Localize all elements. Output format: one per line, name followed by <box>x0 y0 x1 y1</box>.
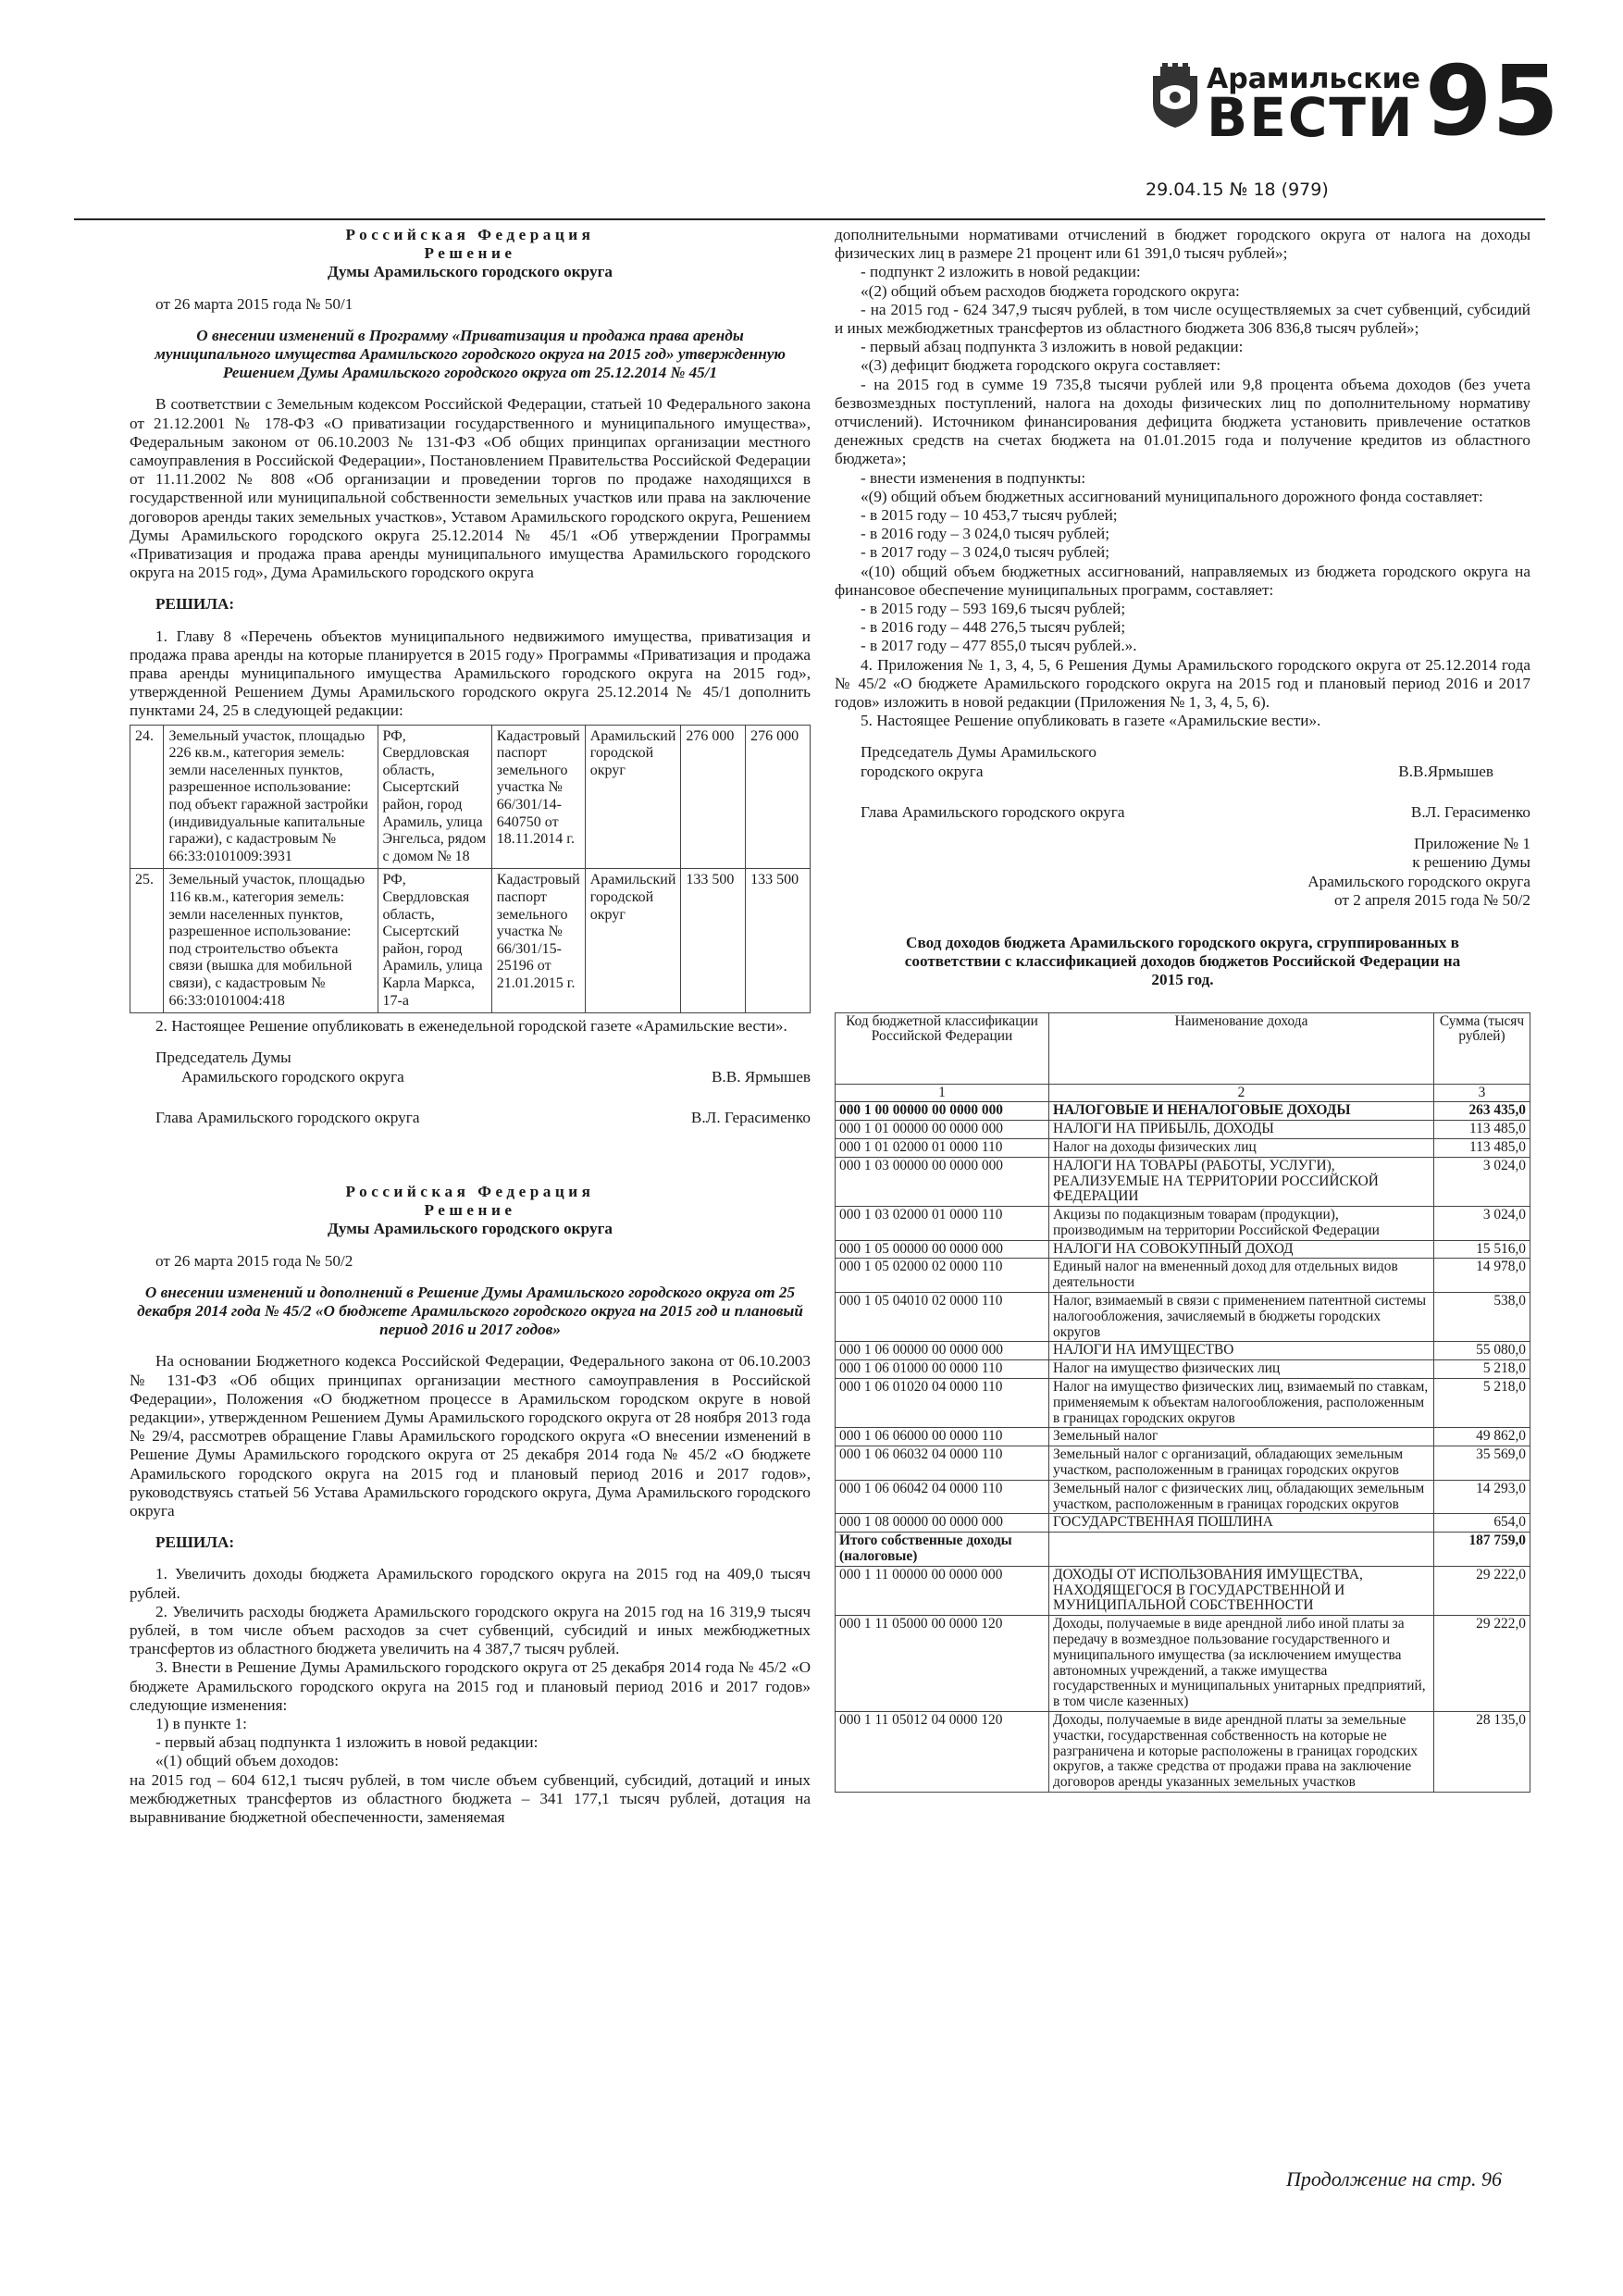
appendix-label: к решению Думы <box>1412 853 1530 872</box>
table-colnum: 2 <box>1049 1084 1434 1102</box>
revenue-sum: 14 978,0 <box>1434 1259 1530 1293</box>
table-row <box>836 1566 1530 1615</box>
right-text-line: - первый абзац подпункта 3 изложить в новой редакции: <box>861 338 1244 356</box>
table-row <box>836 1157 1530 1206</box>
right-text-line: - на 2015 год в сумме 19 735,8 тысячи рублей или 9,8 процента объема доходов (без учета безвозмездных поступлений, налога на доходы физических лиц по дополнительному нормативу отчислений). Источником финансирования дефицита бюджета установить привлечение остатков денежных средств на счетах бюджета на 01.01.2015 года и получение кредитов из областного бюджета»; <box>835 375 1530 468</box>
right-text-line: - на 2015 год - 624 347,9 тысяч рублей, в том числе осуществляемых за счет субвенций, субсидий и иных межбюджетных трансфертов из областного бюджета 306 836,8 тысяч рублей»; <box>835 300 1530 338</box>
revenue-name: Акцизы по подакцизным товарам (продукции), производимым на территории Российской Федерации <box>1049 1207 1434 1241</box>
table-row <box>836 1207 1530 1241</box>
decision1-preamble: В соответствии с Земельным кодексом Российской Федерации, статьей 10 Федерального закона от 21.12.2001 № 178-ФЗ «О приватизации государственного и муниципального имущества», Федеральным законом от 06.10.2003 № 131-ФЗ «Об общих принципах организации местного самоуправления в Российской Федерации», Постановлением Правительства Российской Федерации от 11.11.2002 № 808 «Об организации и проведении торгов по продаже находящихся в государственной или муниципальной собственности земельных участков или права на заключение договоров аренды таких земельных участков», Уставом Арамильского городского округа, Решением Думы Арамильского городского округа 25.12.2014 № 45/1 «Об утверждении Программы «Приватизация и продажа права аренды муниципального имущества Арамильского городского округа на 2015 год», Дума Арамильского городского округа <box>130 395 811 582</box>
object-address: РФ, Свердловская область, Сысертский район, город Арамиль, улица Энгельса, рядом с домом № 18 <box>378 725 491 869</box>
table-row <box>836 1533 1530 1567</box>
decision1-sig2-name: В.Л. Герасименко <box>690 1108 811 1126</box>
right-text-line: - в 2017 году – 477 855,0 тысяч рублей.». <box>861 637 1137 655</box>
table-row <box>836 1379 1530 1428</box>
budget-code: 000 1 00 00000 00 0000 000 <box>836 1102 1049 1121</box>
revenue-table-body <box>836 1102 1530 1793</box>
budget-code: 000 1 01 02000 01 0000 110 <box>836 1138 1049 1157</box>
right-text-line: «(2) общий объем расходов бюджета городского округа: <box>861 281 1240 300</box>
decision2-heading-body: Думы Арамильского городского округа <box>328 1220 613 1238</box>
appendix-label: Арамильского городского округа <box>1307 872 1530 890</box>
decision1-sig2-row <box>130 1109 811 1127</box>
revenue-sum: 5 218,0 <box>1434 1360 1530 1379</box>
decision1-sig1-org: Арамильского городского округа <box>181 1067 404 1086</box>
right-text-line: - внести изменения в подпункты: <box>861 468 1086 487</box>
revenue-sum: 538,0 <box>1434 1293 1530 1342</box>
object-address: РФ, Свердловская область, Сысертский район, город Арамиль, улица Карла Маркса, 17-а <box>378 869 491 1013</box>
decision2-item3-3: «(1) общий объем доходов: <box>155 1752 339 1770</box>
object-desc: Земельный участок, площадью 226 кв.м., категория земель: земли населенных пунктов, разрешенное использование: под объект гаражной застройки (индивидуальные капитальные гаражи), с кадастровым № 66:33:0101009:3931 <box>164 725 378 869</box>
revenue-name: Земельный налог с физических лиц, обладающих земельным участком, расположенным в границах городских округов <box>1049 1480 1434 1514</box>
coat-of-arms-icon <box>1147 63 1203 130</box>
table-row <box>836 1259 1530 1293</box>
right-text-line: - в 2016 году – 448 276,5 тысяч рублей; <box>861 618 1126 637</box>
decision1-heading-type: Решение <box>424 244 516 263</box>
budget-code: 000 1 05 00000 00 0000 000 <box>836 1240 1049 1259</box>
budget-code: Итого собственные доходы (налоговые) <box>836 1533 1049 1567</box>
budget-code: 000 1 06 06000 00 0000 110 <box>836 1428 1049 1446</box>
table-row <box>836 1446 1530 1481</box>
budget-code: 000 1 06 00000 00 0000 000 <box>836 1342 1049 1360</box>
table-row <box>836 1293 1530 1342</box>
revenue-name: Налог на имущество физических лиц, взимаемый по ставкам, применяемым к объектам налогообложения, расположенным в границах городских округов <box>1049 1379 1434 1428</box>
decision2-preamble: На основании Бюджетного кодекса Российской Федерации, Федерального закона от 06.10.2003 № 131-ФЗ «Об общих принципах организации местного самоуправления в Российской Федерации», Положения «О бюджетном процессе в Арамильском городском округе в новой редакции», утвержденном Решением Думы Арамильского городского округа от 28 ноября 2013 года № 29/4, рассмотрев обращение Главы Арамильского городского округа «О внесении изменений в Решение Думы Арамильского городского округа от 25 декабря 2014 года № 45/2 «О бюджете Арамильского городского округа на 2015 год и плановый период 2016 и 2017 годов», руководствуясь статьей 56 Устава Арамильского городского округа, Дума Арамильского городского округа <box>130 1352 811 1520</box>
decision1-sig1-title: Председатель Думы <box>155 1049 291 1067</box>
table-row <box>836 1360 1530 1379</box>
table-header: Код бюджетной классификации Российской Федерации <box>836 1012 1049 1084</box>
table-row <box>836 1480 1530 1514</box>
decision2-resolved: РЕШИЛА: <box>155 1533 235 1552</box>
revenue-sum: 14 293,0 <box>1434 1480 1530 1514</box>
revenue-name: Налог на имущество физических лиц <box>1049 1360 1434 1379</box>
right-column <box>835 226 1530 1793</box>
issue-info: 29.04.15 № 18 (979) <box>1146 180 1329 200</box>
right-text-line: «(9) общий объем бюджетных ассигнований муниципального дорожного фонда составляет: <box>861 487 1483 505</box>
revenue-sum: 55 080,0 <box>1434 1342 1530 1360</box>
table-row <box>836 1102 1530 1121</box>
table-row <box>836 1712 1530 1793</box>
table-header-row <box>836 1012 1530 1084</box>
revenue-table-title: Свод доходов бюджета Арамильского городского округа, сгруппированных в соответствии с классификацией доходов бюджетов Российской Федерации на 2015 год. <box>904 933 1461 989</box>
page-number: 95 <box>1425 44 1559 157</box>
right-text-line: дополнительными нормативами отчислений в бюджет городского округа от налога на доходы физических лиц в размере 21 процент или 61 391,0 тысяч рублей»; <box>835 226 1530 263</box>
decision2-heading-type: Решение <box>424 1201 516 1220</box>
decision2-item3-2: - первый абзац подпункта 1 изложить в новой редакции: <box>155 1733 539 1752</box>
revenue-name <box>1049 1533 1434 1567</box>
budget-code: 000 1 06 01000 00 0000 110 <box>836 1360 1049 1379</box>
decision2-item2: 2. Увеличить расходы бюджета Арамильского городского округа на 2015 год на 16 319,9 тысяч рублей, в том числе объем расходов за счет субвенций, субсидий и иных межбюджетных трансфертов из областного бюджета увеличить на 4 387,7 тысяч рублей. <box>130 1602 811 1658</box>
decision2-sig1-name: В.В.Ярмышев <box>1398 762 1493 780</box>
decision2-date: от 26 марта 2015 года № 50/2 <box>155 1251 353 1270</box>
table-row <box>836 1342 1530 1360</box>
budget-code: 000 1 06 06042 04 0000 110 <box>836 1480 1049 1514</box>
decision1-sig1-name: В.В. Ярмышев <box>711 1067 811 1086</box>
revenue-name: НАЛОГОВЫЕ И НЕНАЛОГОВЫЕ ДОХОДЫ <box>1049 1102 1434 1121</box>
decision2-sig1-org: городского округа <box>861 762 984 780</box>
decision2-sig2-title: Глава Арамильского городского округа <box>861 802 1125 821</box>
budget-code: 000 1 11 05000 00 0000 120 <box>836 1616 1049 1712</box>
revenue-sum: 28 135,0 <box>1434 1712 1530 1793</box>
revenue-name: Доходы, получаемые в виде арендной платы за земельные участки, государственная собственность на которые не разграничена и которые расположены в границах городских округов, а также средства от продажи права на заключение договоров аренды указанных земельных участков <box>1049 1712 1434 1793</box>
revenue-sum: 654,0 <box>1434 1514 1530 1533</box>
object-desc: Земельный участок, площадью 116 кв.м., категория земель: земли населенных пунктов, разрешенное использование: под строительство объекта связи (вышка для мобильной связи), с кадастровым № 66:33:0101004:418 <box>164 869 378 1013</box>
table-row <box>836 1428 1530 1446</box>
budget-code: 000 1 11 00000 00 0000 000 <box>836 1566 1049 1615</box>
object-value: 276 000 <box>746 725 811 869</box>
masthead <box>1146 44 1559 204</box>
object-doc: Кадастровый паспорт земельного участка № 66/301/15-25196 от 21.01.2015 г. <box>491 869 585 1013</box>
revenue-sum: 3 024,0 <box>1434 1207 1530 1241</box>
object-value: 276 000 <box>681 725 746 869</box>
revenue-name: ДОХОДЫ ОТ ИСПОЛЬЗОВАНИЯ ИМУЩЕСТВА, НАХОДЯЩЕГОСЯ В ГОСУДАРСТВЕННОЙ И МУНИЦИПАЛЬНОЙ СОБСТВЕННОСТИ <box>1049 1566 1434 1615</box>
table-header: Наименование дохода <box>1049 1012 1434 1084</box>
decision1-item1: 1. Главу 8 «Перечень объектов муниципального недвижимого имущества, приватизация и продажа права аренды на которые планируется в 2015 году» Программы «Приватизация и продажа права аренды муниципального имущества Арамильского городского округа на 2015 год», утвержденной Решением Думы Арамильского городского округа 25.12.2014 № 45/1 дополнить пунктами 24, 25 в следующей редакции: <box>130 627 811 720</box>
object-num: 25. <box>130 869 164 1013</box>
revenue-name: Доходы, получаемые в виде арендной либо иной платы за передачу в возмездное пользование государственного и муниципального имущества (за исключением имущества автономных учреждений, а также имущества государственных и муниципальных унитарных предприятий, в том числе казенных) <box>1049 1616 1434 1712</box>
right-text-line: - в 2015 году – 593 169,6 тысяч рублей; <box>861 600 1126 618</box>
decision2-title: О внесении изменений и дополнений в Решение Думы Арамильского городского округа от 25 декабря 2014 года № 45/2 «О бюджете Арамильского городского округа на 2015 год и плановый период 2016 и 2017 годов» <box>137 1283 803 1339</box>
revenue-name: Единый налог на вмененный доход для отдельных видов деятельности <box>1049 1259 1434 1293</box>
revenue-name: НАЛОГИ НА СОВОКУПНЫЙ ДОХОД <box>1049 1240 1434 1259</box>
object-owner: Арамильский городской округ <box>585 869 681 1013</box>
revenue-table <box>835 1012 1530 1793</box>
right-text-line: - в 2016 году – 3 024,0 тысяч рублей; <box>861 525 1109 543</box>
budget-code: 000 1 08 00000 00 0000 000 <box>836 1514 1049 1533</box>
decision2-heading-country: Российская Федерация <box>345 1182 595 1200</box>
decision2-sig1-title: Председатель Думы Арамильского <box>861 743 1097 762</box>
table-row <box>836 1138 1530 1157</box>
revenue-name: Земельный налог с организаций, обладающих земельным участком, расположенным в границах городских округов <box>1049 1446 1434 1481</box>
table-row <box>836 1514 1530 1533</box>
budget-code: 000 1 05 04010 02 0000 110 <box>836 1293 1049 1342</box>
revenue-name: НАЛОГИ НА ИМУЩЕСТВО <box>1049 1342 1434 1360</box>
table-row <box>130 725 811 869</box>
object-doc: Кадастровый паспорт земельного участка № 66/301/14-640750 от 18.11.2014 г. <box>491 725 585 869</box>
right-text-line: «(3) дефицит бюджета городского округа составляет: <box>861 356 1221 375</box>
appendix-label: Приложение № 1 <box>1414 835 1530 853</box>
appendix-label: от 2 апреля 2015 года № 50/2 <box>1334 890 1530 909</box>
revenue-sum: 3 024,0 <box>1434 1157 1530 1206</box>
table-colnum: 3 <box>1434 1084 1530 1102</box>
decision1-date: от 26 марта 2015 года № 50/1 <box>155 294 353 313</box>
decision2-item3-4: на 2015 год – 604 612,1 тысяч рублей, в том числе объем субвенций, субсидий, дотаций и иных межбюджетных трансфертов из областного бюджета – 341 177,1 тысяч рублей, дотация на выравнивание бюджетной обеспеченности, заменяемая <box>130 1770 811 1827</box>
budget-code: 000 1 06 01020 04 0000 110 <box>836 1379 1049 1428</box>
object-value: 133 500 <box>746 869 811 1013</box>
right-text-line: 4. Приложения № 1, 3, 4, 5, 6 Решения Думы Арамильского городского округа от 25.12.2014 года № 45/2 «О бюджете Арамильского городского округа на 2015 год и плановый период 2016 и 2017 годов» изложить в новой редакции (Приложения № 1, 3, 4, 5, 6). <box>835 655 1530 712</box>
budget-code: 000 1 03 00000 00 0000 000 <box>836 1157 1049 1206</box>
decision1-resolved: РЕШИЛА: <box>155 595 235 614</box>
decision2-sig1-row <box>835 763 1530 781</box>
revenue-sum: 5 218,0 <box>1434 1379 1530 1428</box>
object-num: 24. <box>130 725 164 869</box>
table-row <box>130 869 811 1013</box>
revenue-name: НАЛОГИ НА ТОВАРЫ (РАБОТЫ, УСЛУГИ), РЕАЛИЗУЕМЫЕ НА ТЕРРИТОРИИ РОССИЙСКОЙ ФЕДЕРАЦИИ <box>1049 1157 1434 1206</box>
table-row <box>836 1616 1530 1712</box>
revenue-sum: 49 862,0 <box>1434 1428 1530 1446</box>
table-colnum: 1 <box>836 1084 1049 1102</box>
object-owner: Арамильский городской округ <box>585 725 681 869</box>
budget-code: 000 1 03 02000 01 0000 110 <box>836 1207 1049 1241</box>
budget-code: 000 1 11 05012 04 0000 120 <box>836 1712 1049 1793</box>
revenue-sum: 187 759,0 <box>1434 1533 1530 1567</box>
header-rule <box>74 218 1545 220</box>
decision2-item3: 3. Внести в Решение Думы Арамильского городского округа от 25 декабря 2014 года № 45/2 «О бюджете Арамильского городского округа на 2015 год и плановый период 2016 и 2017 годов» следующие изменения: <box>130 1658 811 1714</box>
revenue-sum: 29 222,0 <box>1434 1616 1530 1712</box>
decision1-heading-country: Российская Федерация <box>345 226 595 243</box>
revenue-sum: 113 485,0 <box>1434 1121 1530 1139</box>
table-colnum-row <box>836 1084 1530 1102</box>
revenue-name: ГОСУДАРСТВЕННАЯ ПОШЛИНА <box>1049 1514 1434 1533</box>
decision1-sig1-row <box>130 1068 811 1086</box>
right-text-line: «(10) общий объем бюджетных ассигнований, направляемых из бюджета городского округа на финансовое обеспечение муниципальных программ, составляет: <box>835 562 1530 599</box>
left-column <box>130 226 811 1827</box>
decision2-item1: 1. Увеличить доходы бюджета Арамильского городского округа на 2015 год на 409,0 тысяч рублей. <box>130 1565 811 1602</box>
budget-code: 000 1 05 02000 02 0000 110 <box>836 1259 1049 1293</box>
revenue-name: НАЛОГИ НА ПРИБЫЛЬ, ДОХОДЫ <box>1049 1121 1434 1139</box>
revenue-name: Налог на доходы физических лиц <box>1049 1138 1434 1157</box>
decision1-heading-body: Думы Арамильского городского округа <box>328 263 613 281</box>
revenue-sum: 29 222,0 <box>1434 1566 1530 1615</box>
revenue-sum: 15 516,0 <box>1434 1240 1530 1259</box>
logo-title: ВЕСТИ <box>1207 86 1415 149</box>
decision1-title: О внесении изменений в Программу «Приватизация и продажа права аренды муниципального имущества Арамильского городского округа на 2015 год» утвержденную Решением Думы Арамильского городского округа от 25.12.2014 № 45/1 <box>155 326 786 382</box>
right-text-line: 5. Настоящее Решение опубликовать в газете «Арамильские вести». <box>861 712 1321 730</box>
object-value: 133 500 <box>681 869 746 1013</box>
revenue-name: Налог, взимаемый в связи с применением патентной системы налогообложения, зачисляемый в бюджеты городских округов <box>1049 1293 1434 1342</box>
decision1-sig2-title: Глава Арамильского городского округа <box>155 1108 420 1126</box>
table-row <box>836 1121 1530 1139</box>
revenue-sum: 263 435,0 <box>1434 1102 1530 1121</box>
revenue-name: Земельный налог <box>1049 1428 1434 1446</box>
logo-subtitle: Арамильские <box>1207 63 1420 95</box>
table-row <box>836 1240 1530 1259</box>
right-text-line: - в 2015 году – 10 453,7 тысяч рублей; <box>861 506 1118 525</box>
decision1-item2: 2. Настоящее Решение опубликовать в еженедельной городской газете «Арамильские вести». <box>155 1017 787 1036</box>
right-text-line: - подпункт 2 изложить в новой редакции: <box>861 263 1141 281</box>
right-text-line: - в 2017 году – 3 024,0 тысяч рублей; <box>861 543 1109 562</box>
decision2-sig2-row <box>835 803 1530 822</box>
revenue-sum: 35 569,0 <box>1434 1446 1530 1481</box>
table-header: Сумма (тысяч рублей) <box>1434 1012 1530 1084</box>
budget-code: 000 1 01 00000 00 0000 000 <box>836 1121 1049 1139</box>
decision2-item3-1: 1) в пункте 1: <box>155 1715 247 1733</box>
decision2-sig2-name: В.Л. Герасименко <box>1410 802 1530 821</box>
budget-code: 000 1 06 06032 04 0000 110 <box>836 1446 1049 1481</box>
revenue-sum: 113 485,0 <box>1434 1138 1530 1157</box>
continued-note: Продолжение на стр. 96 <box>1286 2167 1502 2191</box>
objects-table <box>130 725 811 1014</box>
